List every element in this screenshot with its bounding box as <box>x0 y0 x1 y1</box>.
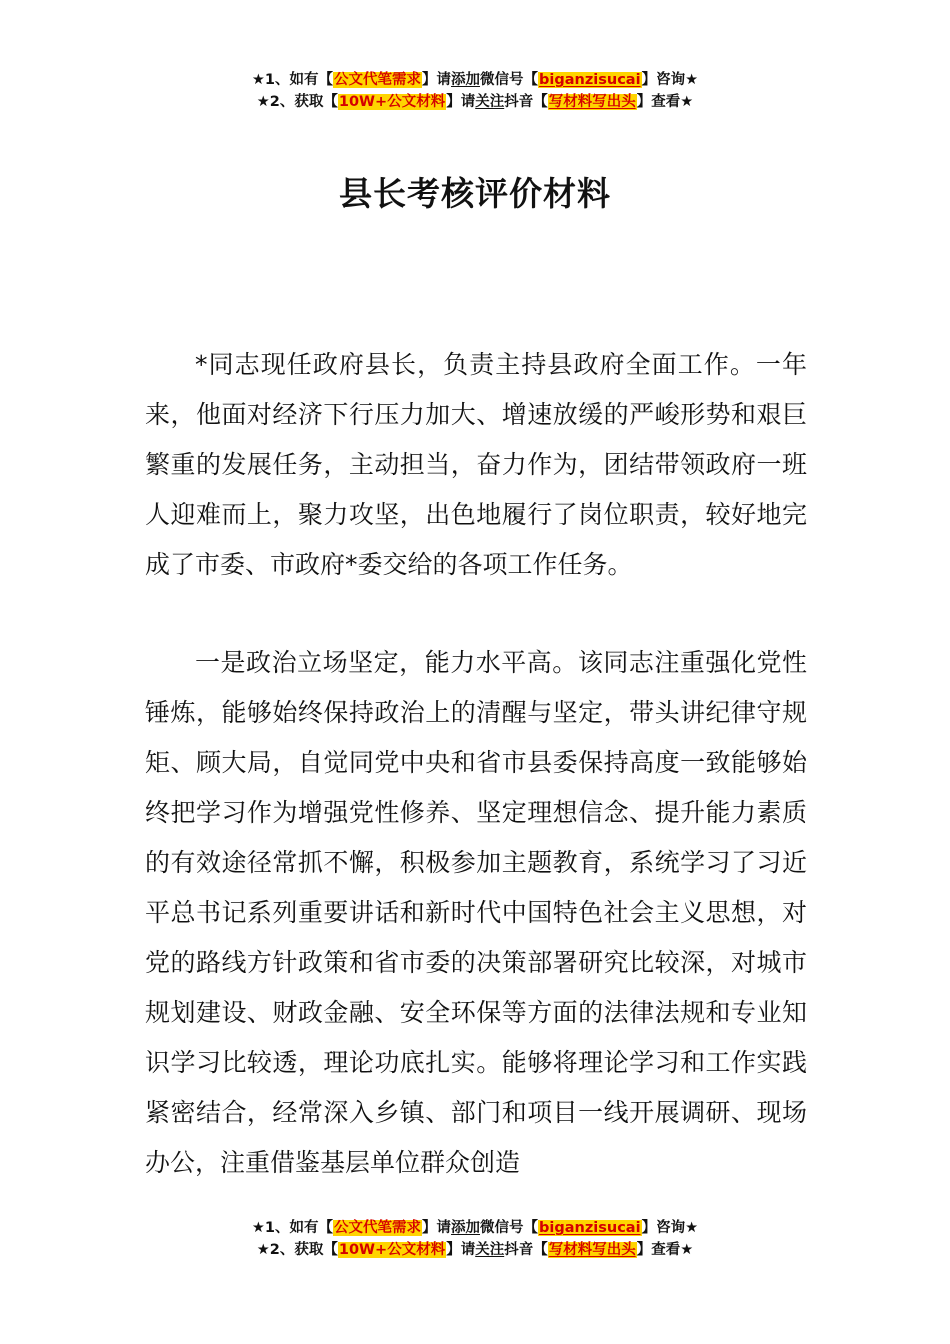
promo-douyin-id: 写材料写出头 <box>548 94 636 110</box>
promo-text: 】请 <box>422 72 452 88</box>
promo-text: ★2、获取【 <box>256 94 338 110</box>
promo-banner-bottom <box>0 1217 950 1261</box>
promo-wechat-id: biganzisucai <box>539 1220 641 1236</box>
promo-underlined: 关注 <box>475 1242 505 1258</box>
promo-text: ★2、获取【 <box>256 1242 338 1258</box>
promo-underlined: 添加 <box>451 72 481 88</box>
promo-banner-top <box>0 69 950 113</box>
promo-underlined: 关注 <box>475 94 505 110</box>
promo-highlight: 公文代笔需求 <box>334 72 422 88</box>
paragraph-intro: *同志现任政府县长，负责主持县政府全面工作。一年来，他面对经济下行压力加大、增速放缓的严峻形势和艰巨繁重的发展任务，主动担当，奋力作为，团结带领政府一班人迎难而上，聚力攻坚，出色地履行了岗位职责，较好地完成了市委、市政府*委交给的各项工作任务。 <box>145 350 807 579</box>
promo-text: 】请 <box>446 1242 476 1258</box>
promo-line-2 <box>0 91 950 113</box>
promo-text: 】咨询★ <box>641 72 699 88</box>
promo-line-2 <box>0 1239 950 1261</box>
paragraph-political-stance: 一是政治立场坚定，能力水平高。该同志注重强化党性锤炼，能够始终保持政治上的清醒与坚定，带头讲纪律守规矩、顾大局，自觉同党中央和省市县委保持高度一致能够始终把学习作为增强党性修养、坚定理想信念、提升能力素质的有效途径常抓不懈，积极参加主题教育，系统学习了习近平总书记系列重要讲话和新时代中国特色社会主义思想，对党的路线方针政策和省市委的决策部署研究比较深，对城市规划建设、财政金融、安全环保等方面的法律法规和专业知识学习比较透，理论功底扎实。能够将理论学习和工作实践紧密结合，经常深入乡镇、部门和项目一线开展调研、现场办公，注重借鉴基层单位群众创造 <box>145 648 807 1177</box>
promo-highlight: 10W+公文材料 <box>338 1242 446 1258</box>
promo-text: 】咨询★ <box>641 1220 699 1236</box>
promo-text: 微信号【 <box>480 1220 539 1236</box>
promo-text: 】请 <box>422 1220 452 1236</box>
promo-highlight: 10W+公文材料 <box>338 94 446 110</box>
promo-text: 抖音【 <box>504 1242 548 1258</box>
promo-text: 】查看★ <box>636 1242 694 1258</box>
promo-wechat-id: biganzisucai <box>539 72 641 88</box>
promo-underlined: 添加 <box>451 1220 481 1236</box>
promo-text: 】查看★ <box>636 94 694 110</box>
promo-highlight: 公文代笔需求 <box>334 1220 422 1236</box>
promo-text: 抖音【 <box>504 94 548 110</box>
promo-text: ★1、如有【 <box>251 1220 334 1236</box>
promo-text: 微信号【 <box>480 72 539 88</box>
promo-text: 】请 <box>446 94 476 110</box>
document-title: 县长考核评价材料 <box>339 174 611 214</box>
promo-line-1 <box>0 1217 950 1239</box>
promo-text: ★1、如有【 <box>251 72 334 88</box>
promo-douyin-id: 写材料写出头 <box>548 1242 636 1258</box>
promo-line-1 <box>0 69 950 91</box>
